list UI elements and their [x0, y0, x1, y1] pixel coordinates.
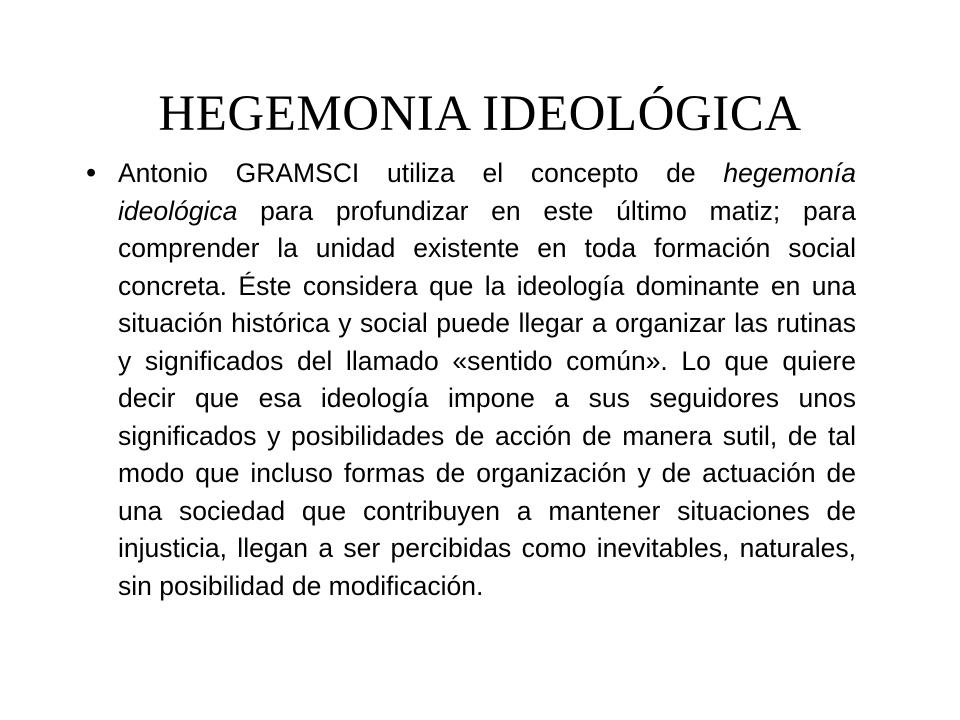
bullet-text [118, 155, 856, 605]
bullet-text-part2: para profundizar en este último matiz; para comprender la unidad existente en toda formación social concreta. Éste considera que la ideología dominante en una situación histórica y social puede llegar a organizar las rutinas y significados del llamado «sentido común». Lo que quiere decir que esa ideología impone a sus seguidores unos significados y posibilidades de acción de manera sutil, de tal modo que incluso formas de organización y de actuación de una sociedad que contribuyen a mantener situaciones de injusticia, llegan a ser percibidas como inevitables, naturales, sin posibilidad de modificación. [118, 195, 856, 601]
bullet-text-italic-term: hegemonía ideológica [118, 158, 856, 226]
bullet-text-part1: Antonio GRAMSCI utiliza el concepto de [118, 158, 724, 188]
bullet-marker: • [86, 157, 97, 189]
slide-title: HEGEMONIA IDEOLÓGICA [158, 86, 802, 142]
